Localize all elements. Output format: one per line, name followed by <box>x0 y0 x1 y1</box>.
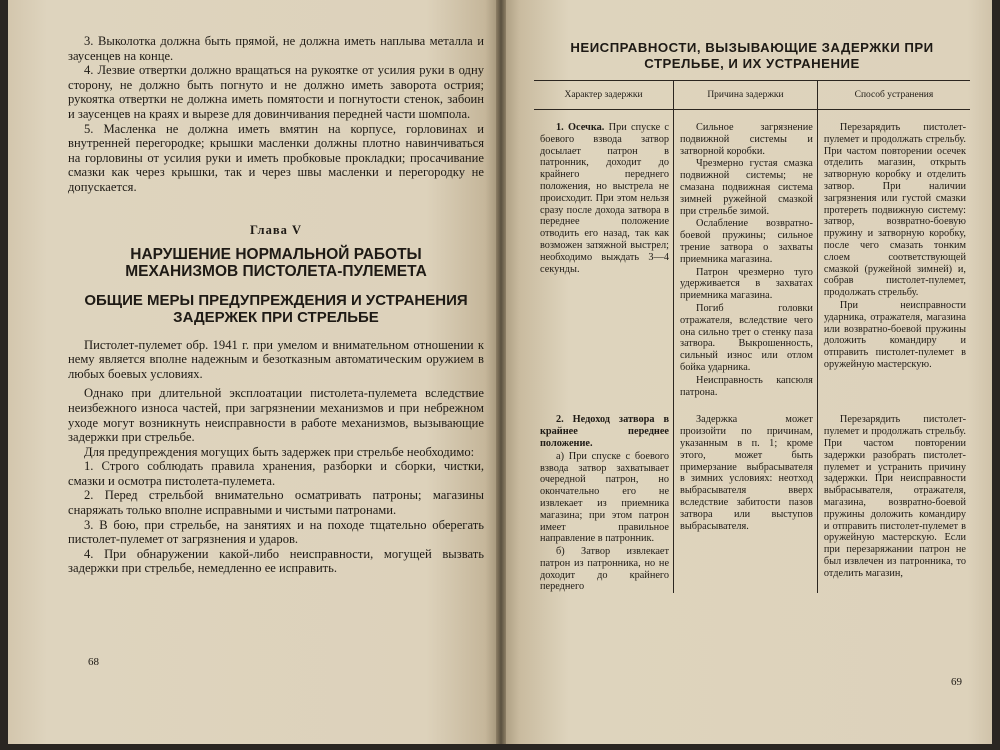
body-paragraph: 1. Строго соблюдать правила хранения, разборки и сборки, чистки, смазки и осмотра пистолета-пулемета. <box>68 459 484 488</box>
body-paragraph: 2. Перед стрельбой внимательно осматривать патроны; магазины снаряжать только вполне исправными и чистыми патронами. <box>68 488 484 518</box>
remedy-cell <box>817 398 970 593</box>
remedy-item: При неисправности ударника, отражателя, магазина или возвратно-боевой пружины доложить командиру и отправить пистолет-пулемет в оружейную мастерскую. <box>823 299 966 370</box>
malfunction-subitem: б) Затвор извлекает патрон из патронника, но не доходит до крайнего переднего <box>540 546 670 593</box>
cause-cell <box>674 398 818 593</box>
cause-cell <box>674 110 818 399</box>
character-cell <box>534 398 674 593</box>
chapter-number: Глава V <box>250 222 302 237</box>
cause-item: Неисправность капсюля патрона. <box>680 374 813 398</box>
column-header: Характер задержки <box>534 81 674 110</box>
malfunction-table <box>534 80 970 593</box>
cause-item: Ослабление возвратно-боевой пружины; сильное трение затвора о захваты приемника магазина. <box>680 218 813 265</box>
left-page <box>8 0 500 744</box>
chapter-title: НАРУШЕНИЕ НОРМАЛЬНОЙ РАБОТЫ МЕХАНИЗМОВ ПИСТОЛЕТА-ПУЛЕМЕТА <box>125 245 427 280</box>
malfunction-label: 2. Недоход затвора в крайнее переднее положение. <box>540 414 670 449</box>
table-title: НЕИСПРАВНОСТИ, ВЫЗЫВАЮЩИЕ ЗАДЕРЖКИ ПРИ СТРЕЛЬБЕ, И ИХ УСТРАНЕНИЕ <box>570 40 934 71</box>
cause-item: Чрезмерно густая смазка подвижной системы; не смазана подвижная система зимней ружейной смазкой при стрельбе зимой. <box>680 158 813 217</box>
right-page <box>500 0 992 744</box>
remedy-item: Перезарядить пистолет-пулемет и продолжать стрельбу. При частом повторении осечек отделить магазин, открыть затворную коробку и отделить затвор. При наличии загрязнения или густой смазки протереть подвижную систему: затвор, возвратно-боевую пружину и затворную коробку, после чего смазать тонким слоем соответствующей смазкой (ружейной зимней) и, собрав пистолет-пулемет, продолжать стрельбу. <box>823 122 966 299</box>
body-paragraph: 3. В бою, при стрельбе, на занятиях и на походе тщательно оберегать пистолет-пулемет от загрязнения и ударов. <box>68 517 484 547</box>
remedy-cell <box>817 110 970 399</box>
left-body-paragraphs <box>68 338 484 577</box>
malfunction-subitem: а) При спуске с боевого взвода затвор захватывает очередной патрон, но окончательно его не извлекает из приемника магазина; при этом патрон имеет правильное направление в патронник. <box>540 450 670 545</box>
section-title: ОБЩИЕ МЕРЫ ПРЕДУПРЕЖДЕНИЯ И УСТРАНЕНИЯ ЗАДЕРЖЕК ПРИ СТРЕЛЬБЕ <box>84 291 468 326</box>
paragraph-item-5: 5. Масленка не должна иметь вмятин на корпусе, горловинах и внутренней перегородке; крышки масленки должны плотно навинчиваться на горловины от усилия руки и иметь пробковые прокладки; просачивание смазки как через крышки, так и через швы масленки и перегородку не допускается. <box>68 121 484 194</box>
body-paragraph: Для предупреждения могущих быть задержек при стрельбе необходимо: <box>84 444 475 459</box>
table-header-row <box>534 81 970 110</box>
table-row <box>534 110 970 399</box>
paragraph-item-3: 3. Выколотка должна быть прямой, не должна иметь наплыва металла и заусенцев на конце. <box>68 34 484 63</box>
left-top-paragraphs <box>68 34 484 195</box>
body-paragraph: Однако при длительной эксплоатации пистолета-пулемета вследствие неизбежного износа частей, при загрязнении механизмов и при небрежном уходе могут возникнуть неисправности в работе механизмов, вызывающие задержки при стрельбе. <box>68 386 484 445</box>
column-header: Причина задержки <box>674 81 818 110</box>
cause-item: Задержка может произойти по причинам, указанным в п. 1; кроме этого, может быть примерзание выбрасывателя в зимних условиях: неотход выбрасывателя вверх вследствие забитости пазов затвора или выступов выбрасывателя. <box>680 414 813 532</box>
cause-item: Патрон чрезмерно туго удерживается в захватах приемника магазина. <box>680 266 813 302</box>
column-header: Способ устранения <box>817 81 970 110</box>
table-row <box>534 398 970 593</box>
body-paragraph: Пистолет-пулемет обр. 1941 г. при умелом и внимательном отношении к нему является вполне надежным и безотказным автоматическим оружием в любых боевых условиях. <box>68 337 484 381</box>
body-paragraph: 4. При обнаружении какой-либо неисправности, могущей вызвать задержки при стрельбе, немедленно ее исправить. <box>68 546 484 576</box>
remedy-item: Перезарядить пистолет-пулемет и продолжать стрельбу. При частом повторении задержки разобрать пистолет-пулемет и устранить причину задержки. При неисправности выбрасывателя, отражателя, магазина, возвратно-боевой пружины доложить командиру и отправить пистолет-пулемет в оружейную мастерскую. Если при перезаряжании патрон не был извлечен из патронника, то отделить магазин, <box>823 414 966 579</box>
cause-item: Погиб головки отражателя, вследствие чего она сильно трет о стенку паза затвора. Выкрошенность, сильный износ или отлом бойка ударника. <box>680 302 813 373</box>
cause-item: Сильное загрязнение подвижной системы и затворной коробки. <box>680 122 813 157</box>
malfunction-description: При спуске с боевого взвода затвор досылает патрон в патронник, доходит до крайнего переднего положения, но выстрела не происходит. При этом нельзя сразу после дохода затвора в переднее положение отводить его назад, так как возможен затяжной выстрел; необходимо выждать 3—4 секунды. <box>540 122 670 275</box>
book-spine <box>496 0 506 744</box>
paragraph-item-4: 4. Лезвие отвертки должно вращаться на рукоятке от усилия руки в одну сторону, не должно быть погнуто и не должно иметь заворота острия; рукоятка отвертки не должна иметь помятости и погнутости стенок, забоин и заусенцев на краях и вырезе для довинчивания передней части шомпола. <box>68 63 484 121</box>
character-cell <box>534 110 674 399</box>
page-number-right: 69 <box>951 676 962 688</box>
page-number-left: 68 <box>88 656 99 668</box>
open-book <box>8 0 992 744</box>
malfunction-label: 1. Осечка. <box>556 122 605 133</box>
